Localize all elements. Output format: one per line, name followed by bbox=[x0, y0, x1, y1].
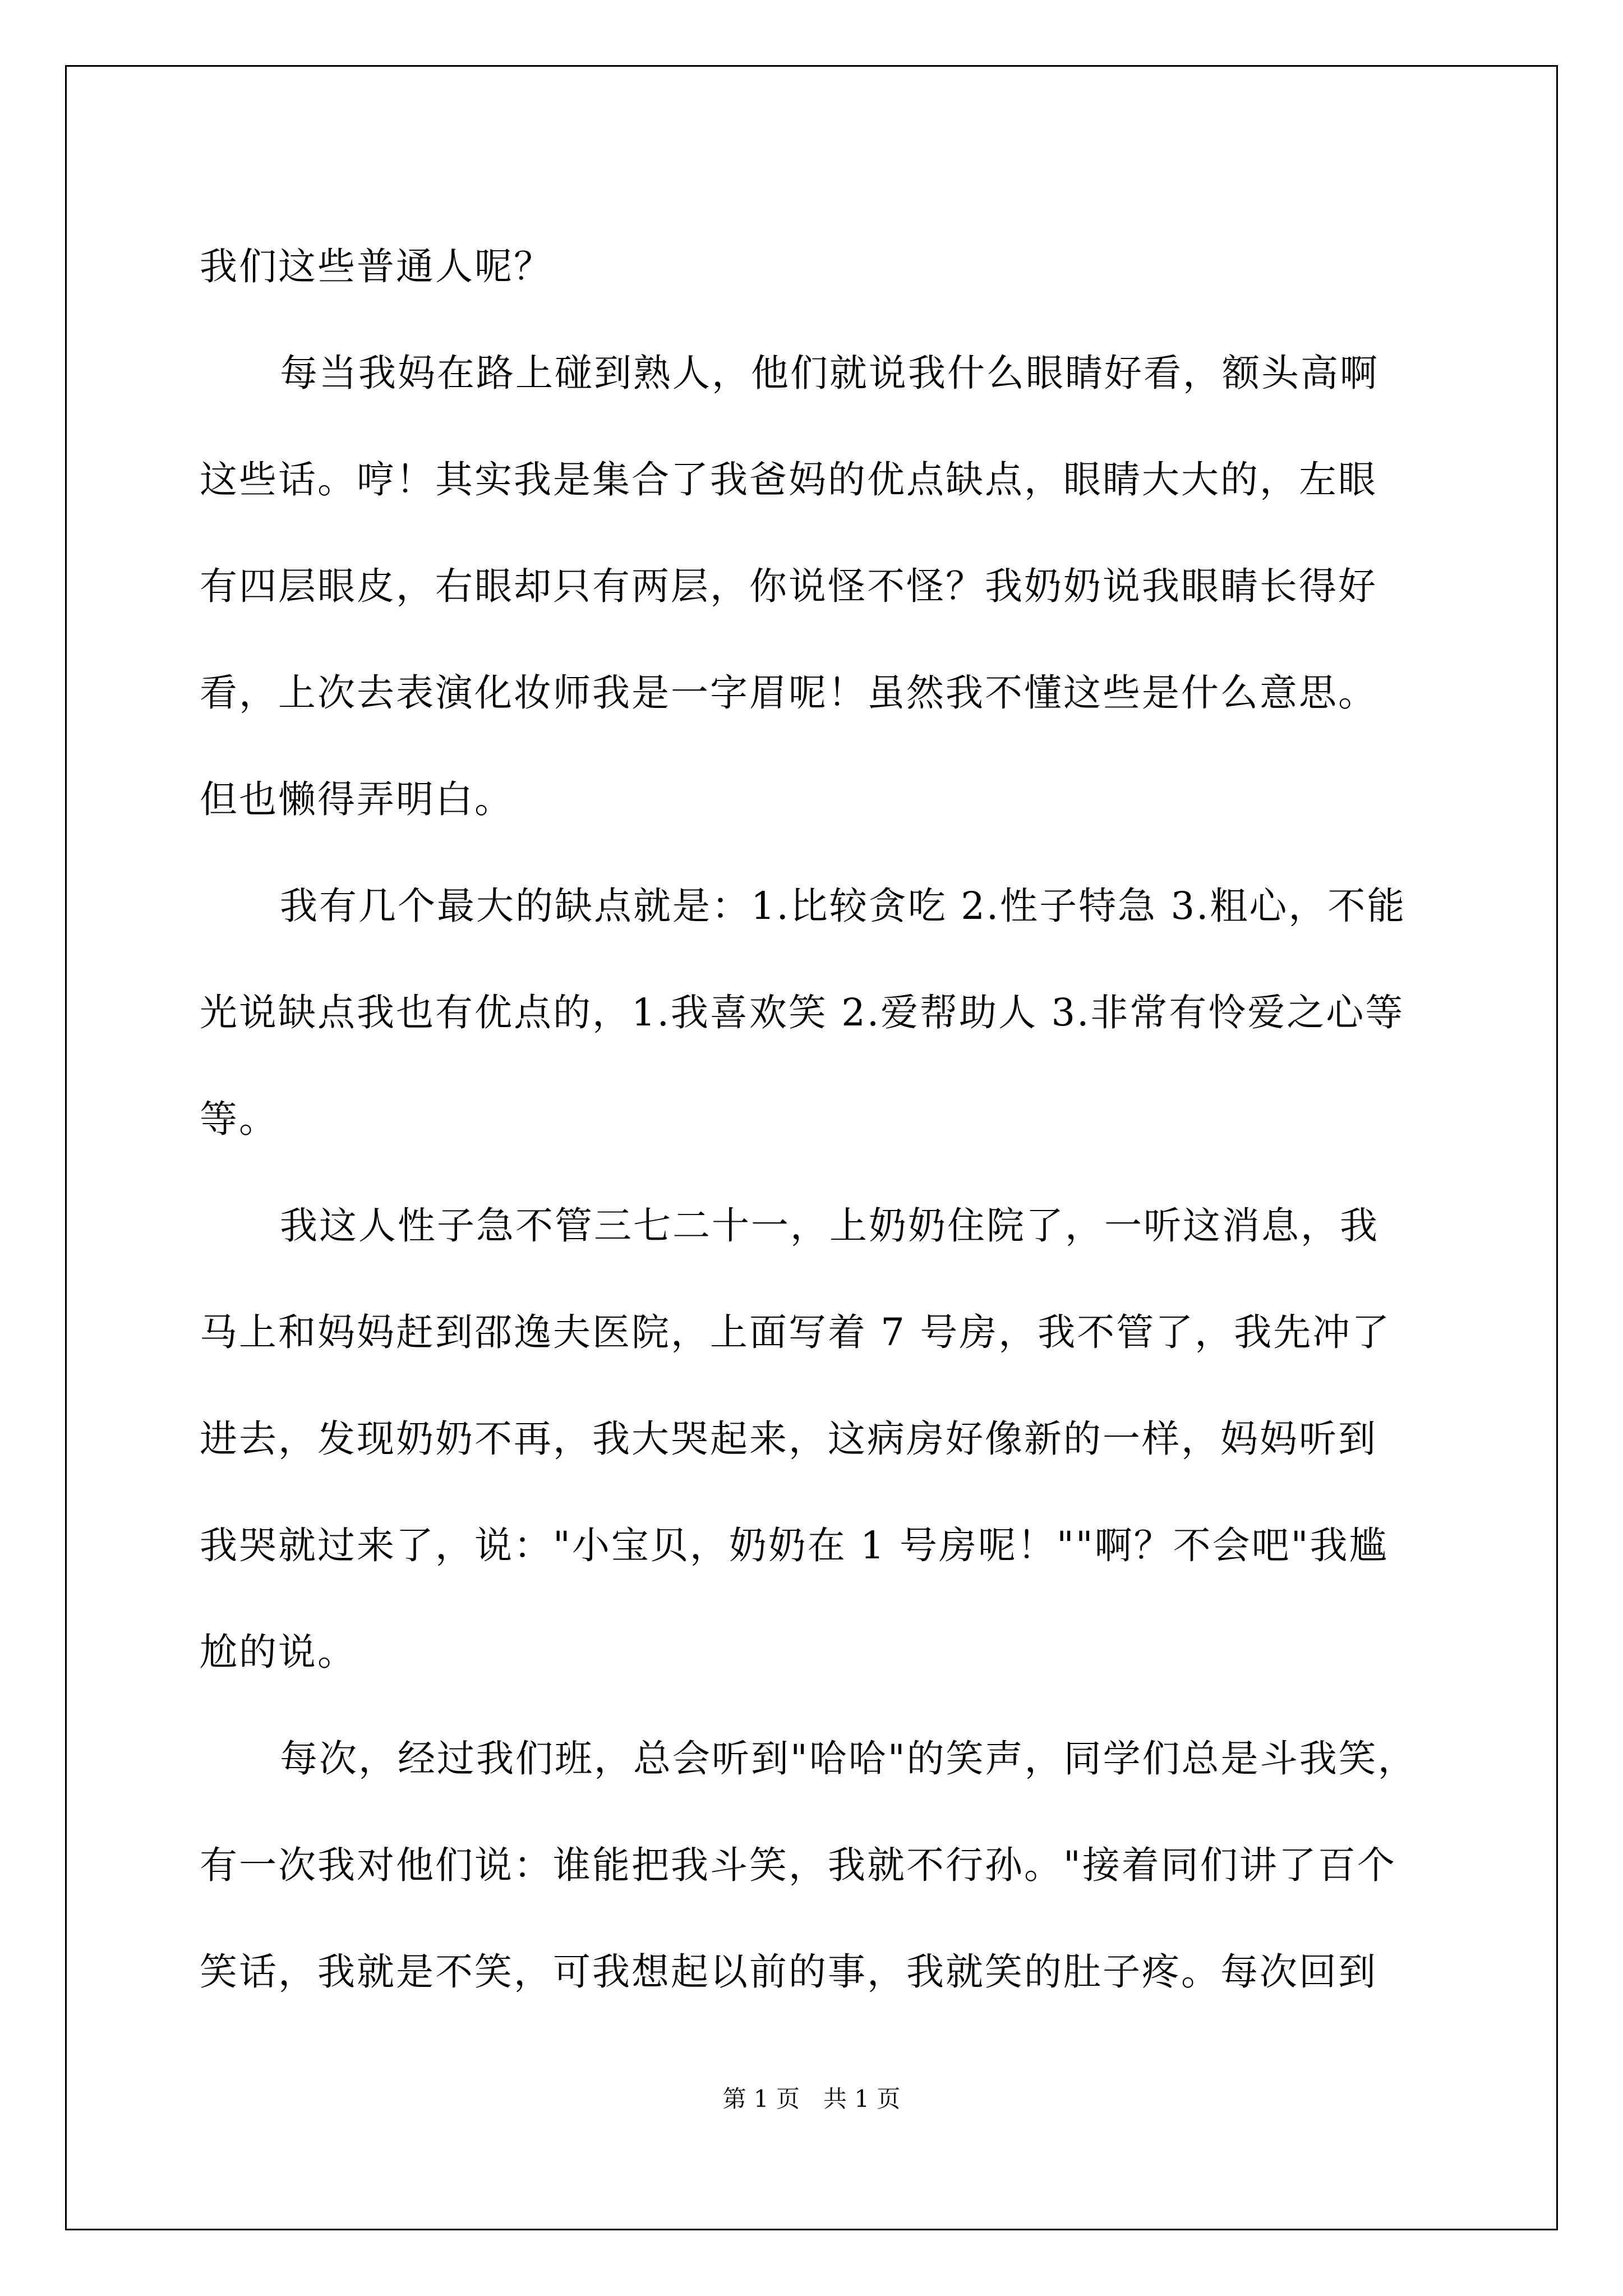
text-line-14: 尬的说。 bbox=[200, 1630, 357, 1674]
text-line-4: 有四层眼皮，右眼却只有两层，你说怪不怪？我奶奶说我眼睛长得好 bbox=[200, 564, 1377, 608]
text-line-3: 这些话。哼！其实我是集合了我爸妈的优点缺点，眼睛大大的，左眼 bbox=[200, 458, 1377, 501]
text-line-1: 我们这些普通人呢？ bbox=[200, 245, 553, 288]
document-body bbox=[200, 213, 1419, 2025]
text-line-16: 有一次我对他们说：谁能把我斗笑，我就不行孙。"接着同们讲了百个 bbox=[200, 1843, 1396, 1887]
text-line-7: 我有几个最大的缺点就是：1.比较贪吃 2.性子特急 3.粗心，不能 bbox=[280, 884, 1407, 928]
text-line-11: 马上和妈妈赶到邵逸夫医院，上面写着 7 号房，我不管了，我先冲了 bbox=[200, 1310, 1391, 1354]
text-line-10: 我这人性子急不管三七二十一，上奶奶住院了，一听这消息，我 bbox=[280, 1204, 1379, 1248]
text-line-9: 等。 bbox=[200, 1097, 278, 1141]
text-line-5: 看，上次去表演化妆师我是一字眉呢！虽然我不懂这些是什么意思。 bbox=[200, 671, 1377, 715]
text-line-15: 每次，经过我们班，总会听到"哈哈"的笑声，同学们总是斗我笑， bbox=[280, 1737, 1417, 1780]
text-line-12: 进去，发现奶奶不再，我大哭起来，这病房好像新的一样，妈妈听到 bbox=[200, 1417, 1377, 1461]
text-line-13: 我哭就过来了，说："小宝贝，奶奶在 1 号房呢！""啊？不会吧"我尴 bbox=[200, 1524, 1389, 1567]
text-line-17: 笑话，我就是不笑，可我想起以前的事，我就笑的肚子疼。每次回到 bbox=[200, 1950, 1377, 1994]
page-number-footer: 第 1 页 共 1 页 bbox=[722, 2085, 901, 2113]
text-line-2: 每当我妈在路上碰到熟人，他们就说我什么眼睛好看，额头高啊 bbox=[280, 351, 1379, 395]
text-line-6: 但也懒得弄明白。 bbox=[200, 777, 514, 821]
text-line-8: 光说缺点我也有优点的，1.我喜欢笑 2.爱帮助人 3.非常有怜爱之心等 bbox=[200, 991, 1405, 1034]
